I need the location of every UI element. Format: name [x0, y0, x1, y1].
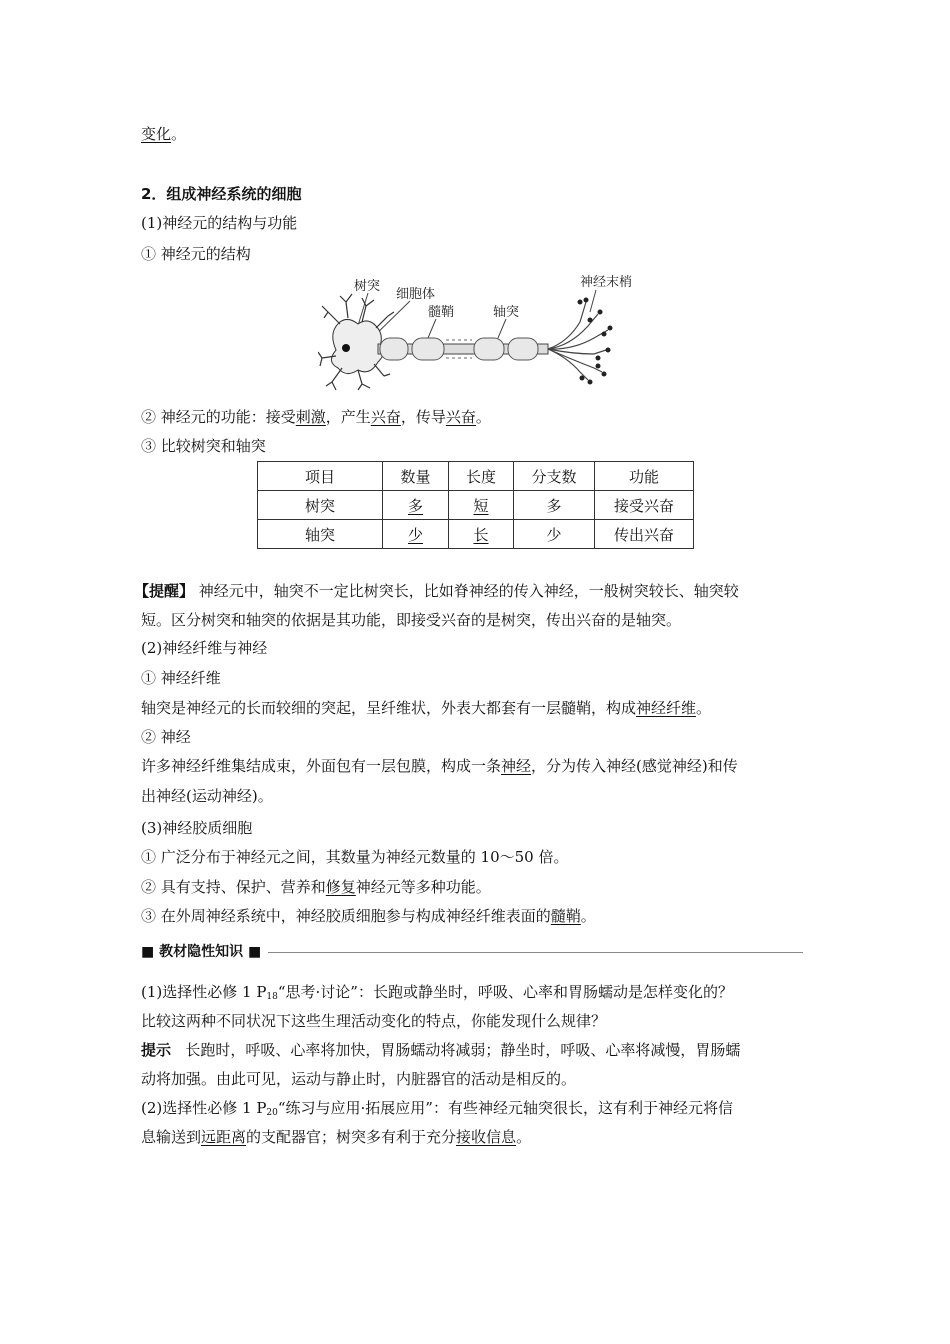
nerve-text: 许多神经纤维集结成束，外面包有一层包膜，构成一条神经，分为传入神经(感觉神经)和传 — [141, 757, 738, 775]
table-row: 树突 多 短 多 接受兴奋 — [258, 491, 694, 520]
neuron-diagram — [318, 272, 648, 392]
question-1-line-2: 比较这两种不同状况下这些生理活动变化的特点，你能发现什么规律？ — [141, 1012, 607, 1030]
continued-text: 变化。 — [141, 125, 187, 143]
glia-line-2: ② 具有支持、保护、营养和修复神经元等多种功能。 — [141, 878, 491, 896]
divider — [268, 952, 803, 953]
subsection-title: (1)神经元的结构与功能 — [141, 214, 298, 232]
item-title: ① 神经元的结构 — [141, 245, 251, 263]
glia-line-3: ③ 在外周神经系统中，神经胶质细胞参与构成神经纤维表面的髓鞘。 — [141, 907, 596, 925]
item-title: ② 神经 — [141, 728, 191, 746]
label-axon: 轴突 — [493, 305, 520, 320]
table-header-row: 项目 数量 长度 分支数 功能 — [258, 462, 694, 491]
neuron-function: ② 神经元的功能：接受刺激，产生兴奋，传导兴奋。 — [141, 408, 491, 426]
tip-line-1: 【提醒】 神经元中，轴突不一定比树突长，比如脊神经的传入神经，一般树突较长、轴突较 — [134, 582, 739, 600]
answer-1: 提示 长跑时，呼吸、心率将加快，胃肠蠕动将减弱；静坐时，呼吸、心率将减慢，胃肠蠕 — [141, 1041, 741, 1059]
question-2: (2)选择性必修 1 $P_{20}“$练习与应用·拓展应用”：有些神经元轴突很长，这有利于神经元将信 — [141, 1099, 733, 1118]
compare-title: ③ 比较树突和轴突 — [141, 437, 266, 455]
table-row: 轴突 少 长 少 传出兴奋 — [258, 520, 694, 549]
glia-line-1: ① 广泛分布于神经元之间，其数量为神经元数量的 10～50 倍。 — [141, 848, 569, 866]
label-cell-body: 细胞体 — [396, 287, 436, 302]
fiber-text: 轴突是神经元的长而较细的突起，呈纤维状，外表大都套有一层髓鞘，构成神经纤维。 — [141, 699, 712, 717]
label-myelin: 髓鞘 — [428, 305, 455, 320]
hidden-knowledge-heading: ■ 教材隐性知识 ■ — [141, 944, 262, 960]
tip-line-2: 短。区分树突和轴突的依据是其功能，即接受兴奋的是树突，传出兴奋的是轴突。 — [141, 611, 682, 629]
answer-1-line-2: 动将加强。由此可见，运动与静止时，内脏器官的活动是相反的。 — [141, 1070, 577, 1088]
compare-table — [257, 461, 694, 549]
item-title: ① 神经纤维 — [141, 669, 221, 687]
subsection-title: (3)神经胶质细胞 — [141, 819, 253, 837]
question-1: (1)选择性必修 1 $P_{18}“$思考·讨论”：长跑或静坐时，呼吸、心率和胃肠蠕动是怎样变化的？ — [141, 983, 733, 1002]
section-title: 2．组成神经系统的细胞 — [141, 185, 302, 203]
subsection-title: (2)神经纤维与神经 — [141, 639, 268, 657]
nerve-text-2: 出神经(运动神经)。 — [141, 787, 273, 805]
label-dendrite: 树突 — [354, 279, 381, 294]
answer-text: 变化 — [141, 125, 172, 143]
question-2-line-2: 息输送到远距离的支配器官；树突多有利于充分接收信息。 — [141, 1128, 532, 1146]
label-terminal: 神经末梢 — [580, 275, 633, 290]
